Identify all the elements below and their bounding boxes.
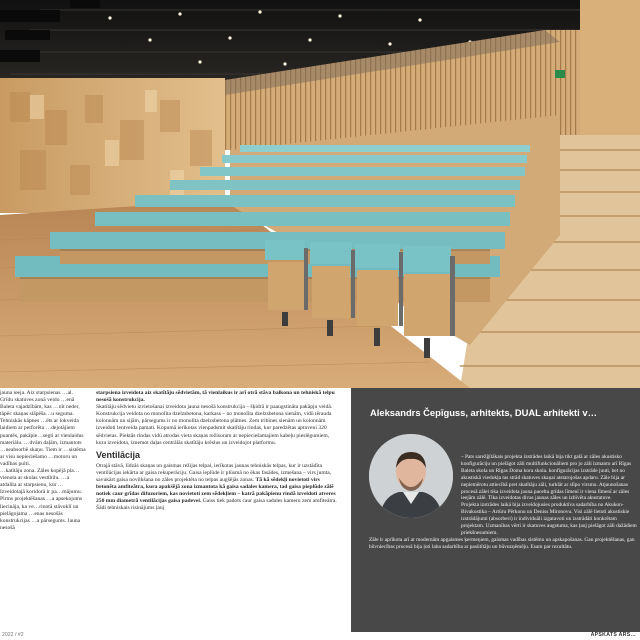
body2-bold: Tā kā sēdekļi novietoti virs betonēta amfiteātra, kura apakšējā zona izmantota kā gaisa sadales kamera, tad gaisa pieplūde zālē notiek caur grīdas difuzoriem, kas novietoti zem sēdekļiem – katrā pakāpienu rindā izveidoti atveres 250 mm diametrā ventilācijas gaisa padevei. [96, 476, 336, 505]
column2-lede: starpsiena izveidota aiz skatītāju sēdvietām, tā vienlaikus ir arī otrā stāva balkona un tehniskā telpu nesošā konstrukcija. [96, 390, 335, 404]
column1-paragraph: …katītāju zona. Zāles kopējā pla…vienota ar skolas vestibilu. …a atdalīta ar starpsienu, kur …Izveidotajā koridorā ir pa…mājumu. Pirms projektēšanas …a apsekojums liecināja, ka ve…rinotā stāvoklī un pielāgojama …enas nesošās konstrukcijas …a pārsegums. Jauna nesošā [0, 468, 83, 531]
article-column-2 [96, 390, 338, 636]
page-footer [0, 632, 640, 640]
sidebar-paragraph: Zāle ir aprīkota arī ar modernām apgaismes ķermeņiem, gaismas vadības sistēmu un apskapošanas. Gan projektēšanas, gan būvniecības procesā bija ļoti laba sadarbība ar pasūtītāju un būvuzņēmēju. Esam par rezultātu. [369, 536, 635, 550]
article-column-1 [0, 390, 86, 636]
column1-paragraph: jauna ieeja. Aiz starpsienas …al. Grīdu skatuves zonā veido …enā Baleta vajadzībām, kas …nīt neder, tāpēc skaņas slāpēša…u seguma. Tehniskās kāpnes …ēts ar lokveida laidiem ar perforēta …dejotājiem puantēs, pakāpie…segti ar vienlaidus materiālu. …dvām daļām, izmantots …neabsorbē skaņu. Tiem ir …sistēma ar visu nepieciešamo …motoru un vadības pulti. [0, 390, 86, 467]
body2-end: Gaiss tiek padots caur gaisa sadales kameru zem amfiteātra. Šādi tehniskais risinājums ļauj [96, 498, 337, 512]
section-heading: Ventilācija [96, 449, 141, 460]
issue-number: 2022 / #2 [2, 632, 24, 638]
body2-start: Otrajā stāvā, līdzās skaņas un gaismas režijas telpai, ierīkotas jaunas tehniskās telpas, kur ir uzstādīta ventilācijas iekārta ar gaisa rekuperāciju. Gaisa ieplūde ir plūsmā no ēkas fasādes, izmešana – virs jumta, savukārt gaisa novilkšana no zāles projektēta no telpas augšējās zonas. [96, 462, 332, 483]
sidebar-paragraph: Projekta izstrādes laikā bija izveidojusies produktīva sadarbība no Akukon-Bivakustika – Artūru Pērkonu un Deniss Mironovu. Visi zālē lietoti akustiskie izstrādājumi (absorberi) ir individuāli izgatavoti un izstrādāti konkrētam projektam. Uzmanības vērti ir skatuves augstuma, kas ļauj pielāgot zāli dažādiem priekšnesumiem. [461, 502, 637, 536]
magazine-brand: APSKATS ARS… [590, 632, 636, 638]
sidebar-text [369, 454, 640, 551]
sidebar-heading: Aleksandrs Čepīguss, arhitekts, DUAL arhitekti v… [370, 407, 597, 418]
column2-body: Skatītāju sēdvietu izvietošanai izveidota jauna nesošā konstrukcija – šķidrā ir paaugstināta pakāpju veidā. Konstrukcija veidota no monolīta dzelzsbetona, karkass – no monolīta dzelzsbetona sienām, vidū tērauda kolonnām un sijām, pārsegums ir no monolīta dzelzsbetona plātnes. Zem tribīnes sienām un kolonnām izveidoti lentveida pamati. Kopumā ierīkotas vienpadsmit skatītāju rindas, kur paredzētas aptuveni 320 sēdvietas. Piektās rindas vidū atrodas vieta skaņas režisoram ar nepieciešamajiem kabeļu pieslēgumiem, kura izveidota, iznemot daļas centrālās skatītāju krēslus un izveidojot platformu. [96, 404, 333, 446]
interview-sidebar [351, 388, 640, 632]
column2-body2 [96, 463, 338, 513]
sidebar-paragraph: – Pats sarežģītākais projekta izstrādes laikā bija tikt galā ar zāles akustisko konfigurāciju un pielāgot zāli multifunkcionāliem pro jo zāli izmanto arī Rīgas Baleta skola un Rīgas Doma kora skola. konfigurācijas izstrāde juuti, bet no akustiskā viedokļa tas strād skatuves skaņai atstarojošas apdaru. Zāle bija ar nepiemērotu attiecībā pret skatītāju zāli, turklāt ar slīpo virsmu. Atjaunošanas procesā zālei tika izveidota jauna pacelta grīdas līmenī ir viena līmenī ar zāles ieejām zālē. Tika izveidotas divas jaunas zāles un izbīvēta akustatuve. [461, 454, 632, 502]
